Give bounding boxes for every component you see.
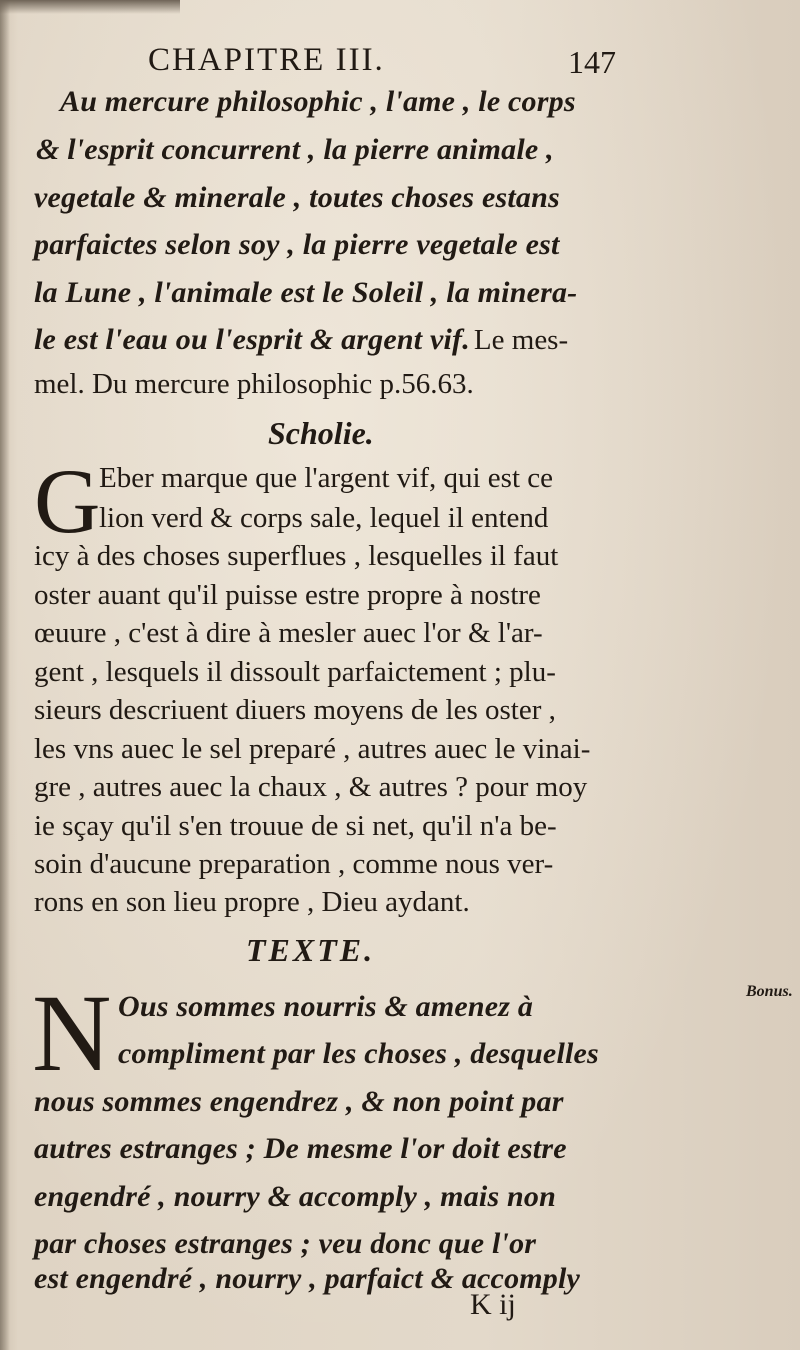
scholie-line-7: sieurs descriuent diuers moyens de les oster , — [34, 694, 556, 726]
scholie-line-3: icy à des choses superflues , lesquelles il faut — [34, 540, 559, 572]
intro-line-3: vegetale & minerale , toutes choses estans — [34, 181, 560, 214]
spine-shadow — [0, 0, 10, 1350]
intro-line-7: mel. Du mercure philosophic p.56.63. — [34, 368, 474, 400]
intro-line-5: la Lune , l'animale est le Soleil , la minera- — [34, 276, 578, 309]
scholie-line-5: œuure , c'est à dire à mesler auec l'or & l'ar- — [34, 617, 543, 649]
page-top-edge — [0, 0, 180, 14]
scholie-heading: Scholie. — [268, 415, 374, 451]
intro-line-6-italic: le est l'eau ou l'esprit & argent vif. — [34, 323, 470, 356]
scholie-line-10: ie sçay qu'il s'en trouue de si net, qu'il n'a be- — [34, 810, 557, 842]
scholie-line-11: soin d'aucune preparation , comme nous ver- — [34, 848, 554, 880]
texte-heading: TEXTE. — [246, 932, 376, 968]
running-header: CHAPITRE III. — [148, 42, 385, 78]
scholie-line-6: gent , lesquels il dissoult parfaictement ; plu- — [34, 656, 556, 688]
texte-dropcap: N — [32, 972, 112, 1094]
scholie-line-4: oster auant qu'il puisse estre propre à nostre — [34, 579, 541, 611]
intro-line-1: Au mercure philosophic , l'ame , le corps — [60, 85, 576, 118]
scholie-line-2: lion verd & corps sale, lequel il entend — [99, 502, 549, 534]
scholie-line-9: gre , autres auec la chaux , & autres ? pour moy — [34, 771, 588, 803]
scholie-dropcap: G — [34, 450, 101, 552]
texte-line-1: Ous sommes nourris & amenez à — [118, 990, 534, 1023]
texte-line-3: nous sommes engendrez , & non point par — [34, 1085, 564, 1118]
signature-mark: K ij — [470, 1288, 516, 1321]
margin-note: Bonus. — [746, 983, 793, 1000]
scholie-line-8: les vns auec le sel preparé , autres auec le vinai- — [34, 733, 591, 765]
texte-line-5: engendré , nourry & accomply , mais non — [34, 1180, 556, 1213]
texte-line-4: autres estranges ; De mesme l'or doit estre — [34, 1132, 567, 1165]
intro-line-4: parfaictes selon soy , la pierre vegetale est — [34, 228, 560, 261]
scholie-line-12: rons en son lieu propre , Dieu aydant. — [34, 886, 470, 918]
intro-line-6 — [34, 323, 568, 357]
texte-line-2: compliment par les choses , desquelles — [118, 1037, 599, 1070]
texte-line-6: par choses estranges ; veu donc que l'or — [34, 1227, 537, 1260]
page-number: 147 — [568, 44, 616, 80]
intro-line-2: & l'esprit concurrent , la pierre animale , — [36, 133, 554, 166]
intro-line-6-roman: Le mes- — [473, 324, 569, 356]
scholie-line-1: Eber marque que l'argent vif, qui est ce — [99, 462, 554, 494]
texte-line-7: est engendré , nourry , parfaict & accomply — [34, 1262, 581, 1295]
